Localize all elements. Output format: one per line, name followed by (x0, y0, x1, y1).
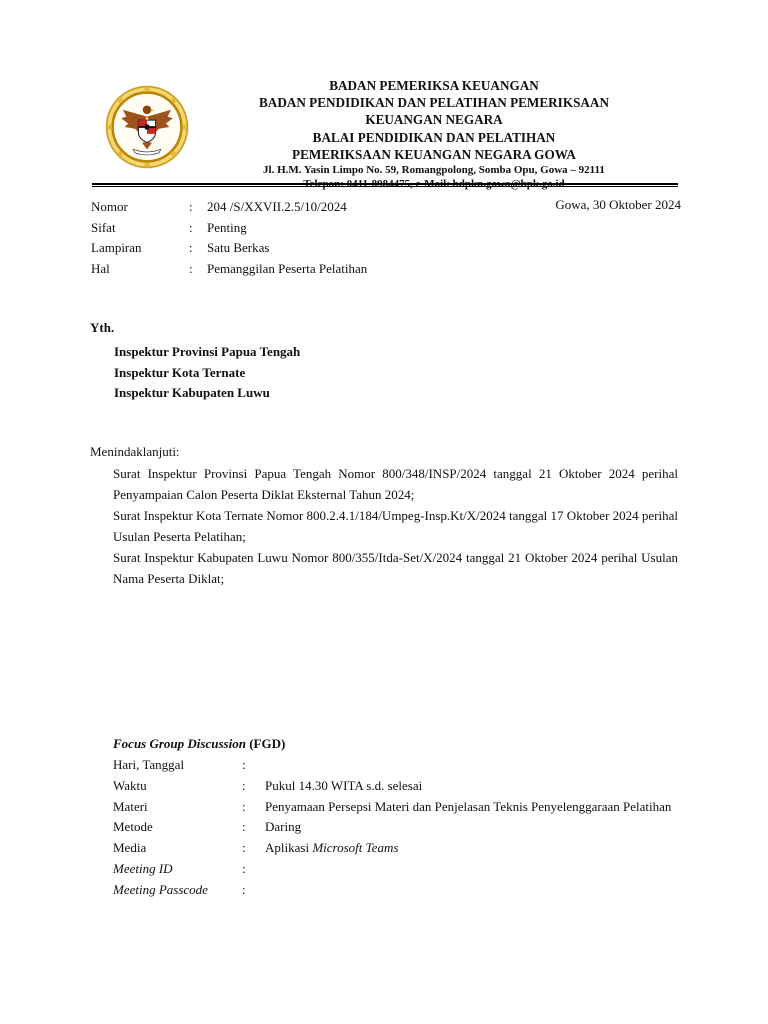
fgd-label: Meeting Passcode (113, 881, 208, 897)
fgd-value (265, 859, 679, 880)
meta-label: Nomor (91, 199, 128, 214)
fgd-separator: : (242, 840, 246, 856)
letterhead-line: PEMERIKSAAN KEUANGAN NEGARA GOWA (292, 146, 576, 162)
letterhead-line: BADAN PEMERIKSA KEUANGAN (329, 78, 539, 93)
letterhead-divider (92, 183, 678, 185)
fgd-separator: : (242, 798, 246, 814)
fgd-label: Metode (113, 819, 153, 835)
meta-row-lampiran (91, 238, 681, 259)
letterhead-line: BADAN PENDIDIKAN DAN PELATIHAN PEMERIKSAAN (259, 95, 609, 111)
fgd-value (265, 880, 679, 901)
reference-item: Surat Inspektur Kabupaten Luwu Nomor 800/355/Itda-Set/X/2024 tanggal 21 Oktober 2024 perihal Usulan Nama Peserta Diklat; (113, 550, 678, 586)
meta-separator: : (189, 219, 193, 235)
meta-row-nomor (91, 197, 681, 218)
fgd-row-meeting-passcode (113, 880, 679, 901)
fgd-row-media (113, 838, 679, 859)
fgd-value: Pukul 14.30 WITA s.d. selesai (265, 777, 423, 793)
meta-value: Penting (207, 219, 247, 235)
fgd-label: Materi (113, 798, 148, 814)
fgd-label: Meeting ID (113, 860, 173, 876)
fgd-row-time (113, 776, 679, 797)
fgd-title-suffix: (FGD) (245, 736, 286, 751)
fgd-separator: : (242, 757, 246, 772)
fgd-label: Waktu (113, 777, 147, 793)
letterhead-address: Jl. H.M. Yasin Limpo No. 59, Romangpolong, Somba Opu, Gowa – 92111 (263, 164, 605, 177)
fgd-value: Daring (265, 819, 302, 835)
fgd-title-italic: Focus Group Discussion (113, 736, 246, 751)
fgd-value: Penyamaan Persepsi Materi dan Penjelasan Teknis Penyelenggaraan Pelatihan (265, 798, 672, 814)
fgd-details (113, 755, 679, 901)
fgd-separator: : (242, 881, 246, 897)
fgd-separator: : (242, 777, 246, 793)
letter-meta (91, 197, 681, 279)
meta-row-sifat (91, 218, 681, 239)
recipient-list (114, 342, 300, 404)
meta-label: Lampiran (91, 240, 142, 256)
meta-label: Sifat (91, 219, 116, 235)
meta-label: Hal (91, 260, 110, 276)
salutation: Yth. (90, 320, 115, 335)
body-intro: Menindaklanjuti: (90, 444, 180, 459)
recipient: Inspektur Kabupaten Luwu (114, 385, 270, 401)
reference-list (113, 463, 678, 589)
letterhead-divider-thin (92, 186, 678, 187)
fgd-value-text: Aplikasi (265, 840, 313, 856)
reference-item: Surat Inspektur Kota Ternate Nomor 800.2.4.1/184/Umpeg-Insp.Kt/X/2024 tanggal 17 Oktober 2024 perihal Usulan Peserta Pelatihan; (113, 508, 678, 544)
garuda-emblem-icon (104, 84, 190, 170)
letter-date: Gowa, 30 Oktober 2024 (555, 197, 681, 212)
meta-row-hal (91, 259, 681, 280)
fgd-value (265, 755, 679, 776)
meta-value: 204 /S/XXVII.2.5/10/2024 (207, 199, 347, 214)
fgd-row-meeting-id (113, 859, 679, 880)
fgd-label: Media (113, 840, 147, 856)
reference-item: Surat Inspektur Provinsi Papua Tengah Nomor 800/348/INSP/2024 tanggal 21 Oktober 2024 perihal Penyampaian Calon Peserta Diklat Eksternal Tahun 2024; (113, 466, 678, 502)
fgd-title (113, 736, 285, 752)
fgd-row-date (113, 755, 679, 776)
meta-separator: : (189, 260, 193, 276)
meta-value: Satu Berkas (207, 240, 270, 256)
recipient: Inspektur Provinsi Papua Tengah (114, 344, 301, 359)
letterhead-line: BALAI PENDIDIKAN DAN PELATIHAN (312, 129, 556, 145)
fgd-label: Hari, Tanggal (113, 757, 185, 772)
fgd-value (265, 838, 679, 859)
fgd-value-italic: Microsoft Teams (312, 840, 399, 856)
letterhead (200, 77, 668, 191)
fgd-row-method (113, 817, 679, 838)
recipient: Inspektur Kota Ternate (114, 364, 246, 380)
meta-value: Pemanggilan Peserta Pelatihan (207, 260, 368, 276)
meta-separator: : (189, 240, 193, 256)
meta-separator: : (189, 199, 193, 214)
fgd-row-material (113, 797, 679, 818)
fgd-separator: : (242, 819, 246, 835)
letterhead-line: KEUANGAN NEGARA (365, 112, 503, 128)
fgd-separator: : (242, 860, 246, 876)
